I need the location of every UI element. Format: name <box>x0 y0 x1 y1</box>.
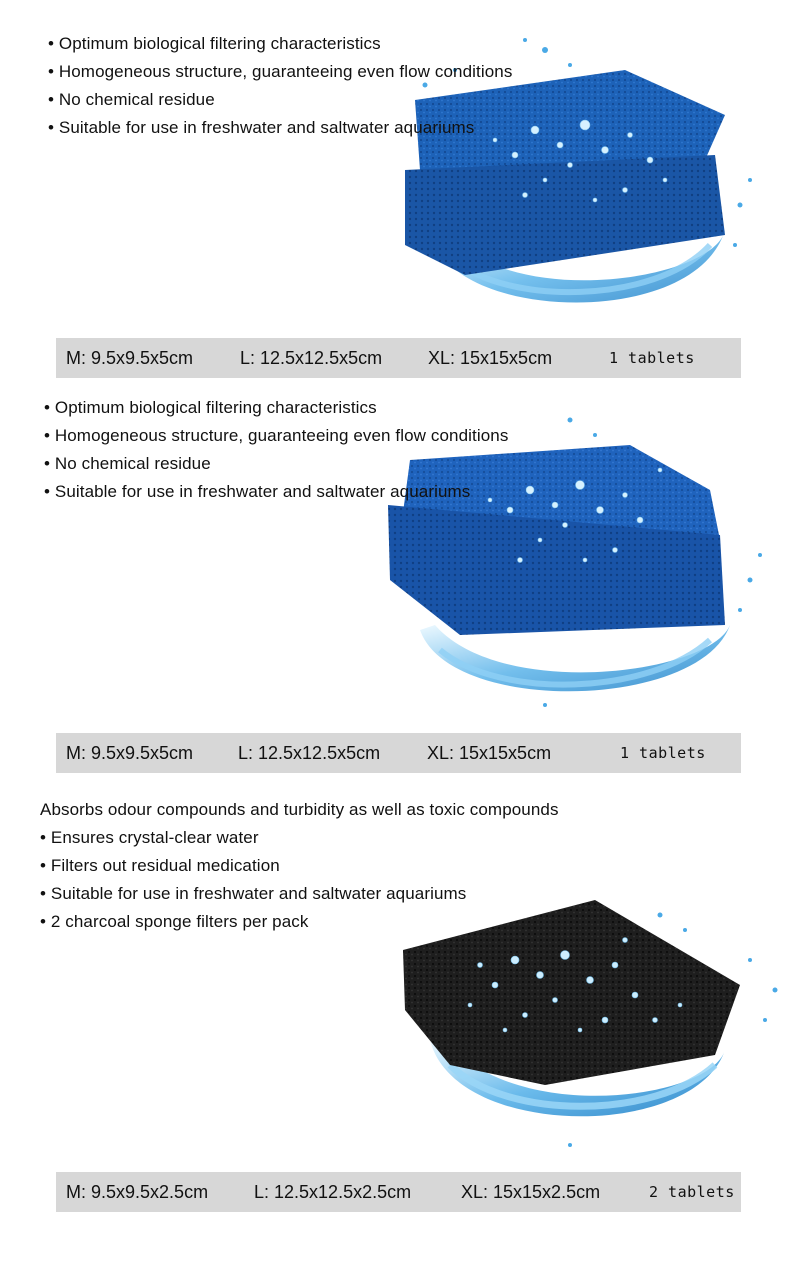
feature-item: • No chemical residue <box>48 90 215 109</box>
quantity-label: 2 tablets <box>649 1183 735 1201</box>
size-m: M: 9.5x9.5x5cm <box>66 743 194 763</box>
feature-item: • 2 charcoal sponge filters per pack <box>40 912 309 931</box>
feature-item: • Optimum biological filtering characteristics <box>48 34 381 53</box>
size-l: L: 12.5x12.5x2.5cm <box>254 1182 412 1202</box>
feature-item: • Homogeneous structure, guaranteeing even flow conditions <box>44 426 509 445</box>
feature-item: Absorbs odour compounds and turbidity as well as toxic compounds <box>40 800 559 819</box>
size-bar <box>56 338 741 378</box>
feature-item: • No chemical residue <box>44 454 211 473</box>
feature-item: • Suitable for use in freshwater and saltwater aquariums <box>40 884 467 903</box>
size-bar <box>56 733 741 773</box>
size-xl: XL: 15x15x5cm <box>427 743 552 763</box>
size-m: M: 9.5x9.5x2.5cm <box>66 1182 209 1202</box>
feature-item: • Homogeneous structure, guaranteeing even flow conditions <box>48 62 513 81</box>
feature-item: • Suitable for use in freshwater and saltwater aquariums <box>48 118 475 137</box>
product-section-1 <box>0 0 790 390</box>
quantity-label: 1 tablets <box>609 349 695 367</box>
size-l: L: 12.5x12.5x5cm <box>238 743 381 763</box>
feature-list <box>44 394 508 506</box>
size-m: M: 9.5x9.5x5cm <box>66 348 194 368</box>
feature-list <box>40 796 559 936</box>
feature-item: • Filters out residual medication <box>40 856 280 875</box>
feature-item: • Ensures crystal-clear water <box>40 828 259 847</box>
feature-list <box>48 30 512 142</box>
product-section-3 <box>0 780 790 1265</box>
product-section-2 <box>0 390 790 780</box>
size-xl: XL: 15x15x2.5cm <box>461 1182 601 1202</box>
feature-item: • Optimum biological filtering characteristics <box>44 398 377 417</box>
size-l: L: 12.5x12.5x5cm <box>240 348 383 368</box>
quantity-label: 1 tablets <box>620 744 706 762</box>
feature-item: • Suitable for use in freshwater and saltwater aquariums <box>44 482 471 501</box>
size-xl: XL: 15x15x5cm <box>428 348 553 368</box>
size-bar <box>56 1172 741 1212</box>
